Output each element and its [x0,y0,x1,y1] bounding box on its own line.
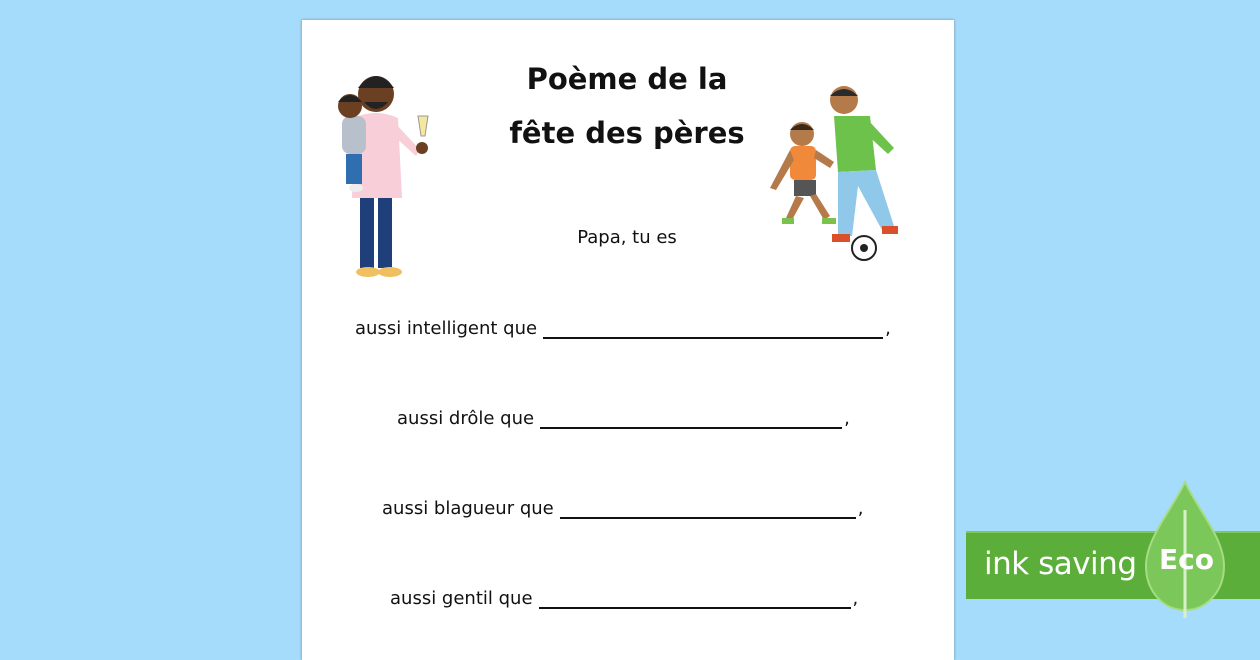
poem-line-3 [382,498,863,519]
eco-label: Eco [1159,543,1214,576]
poem-line-4-comma: , [852,588,859,609]
poem-line-1-blank[interactable] [543,321,883,339]
poem-line-2-comma: , [844,408,850,429]
father-holding-child-illustration [330,58,440,283]
poem-line-2 [397,408,850,429]
poem-line-1-comma: , [885,318,891,339]
poem-line-1 [355,318,891,339]
poem-line-3-comma: , [857,498,864,519]
poem-line-4-prompt: aussi gentil que [390,588,533,609]
title-line-2: fête des pères [509,116,745,150]
title-line-1: Poème de la [526,62,728,96]
poem-line-3-prompt: aussi blagueur que [382,498,554,519]
poem-line-2-blank[interactable] [540,411,842,429]
poem-line-4 [390,588,858,609]
poem-intro: Papa, tu es [577,227,677,248]
poem-line-2-prompt: aussi drôle que [397,408,535,429]
page-title [477,52,777,160]
poem-line-1-prompt: aussi intelligent que [355,318,538,339]
poem-line-3-blank[interactable] [560,501,856,519]
father-son-football-illustration [764,80,926,265]
poem-line-4-blank[interactable] [539,591,851,609]
worksheet-page [302,20,954,660]
ink-saving-label: ink saving [984,546,1137,582]
